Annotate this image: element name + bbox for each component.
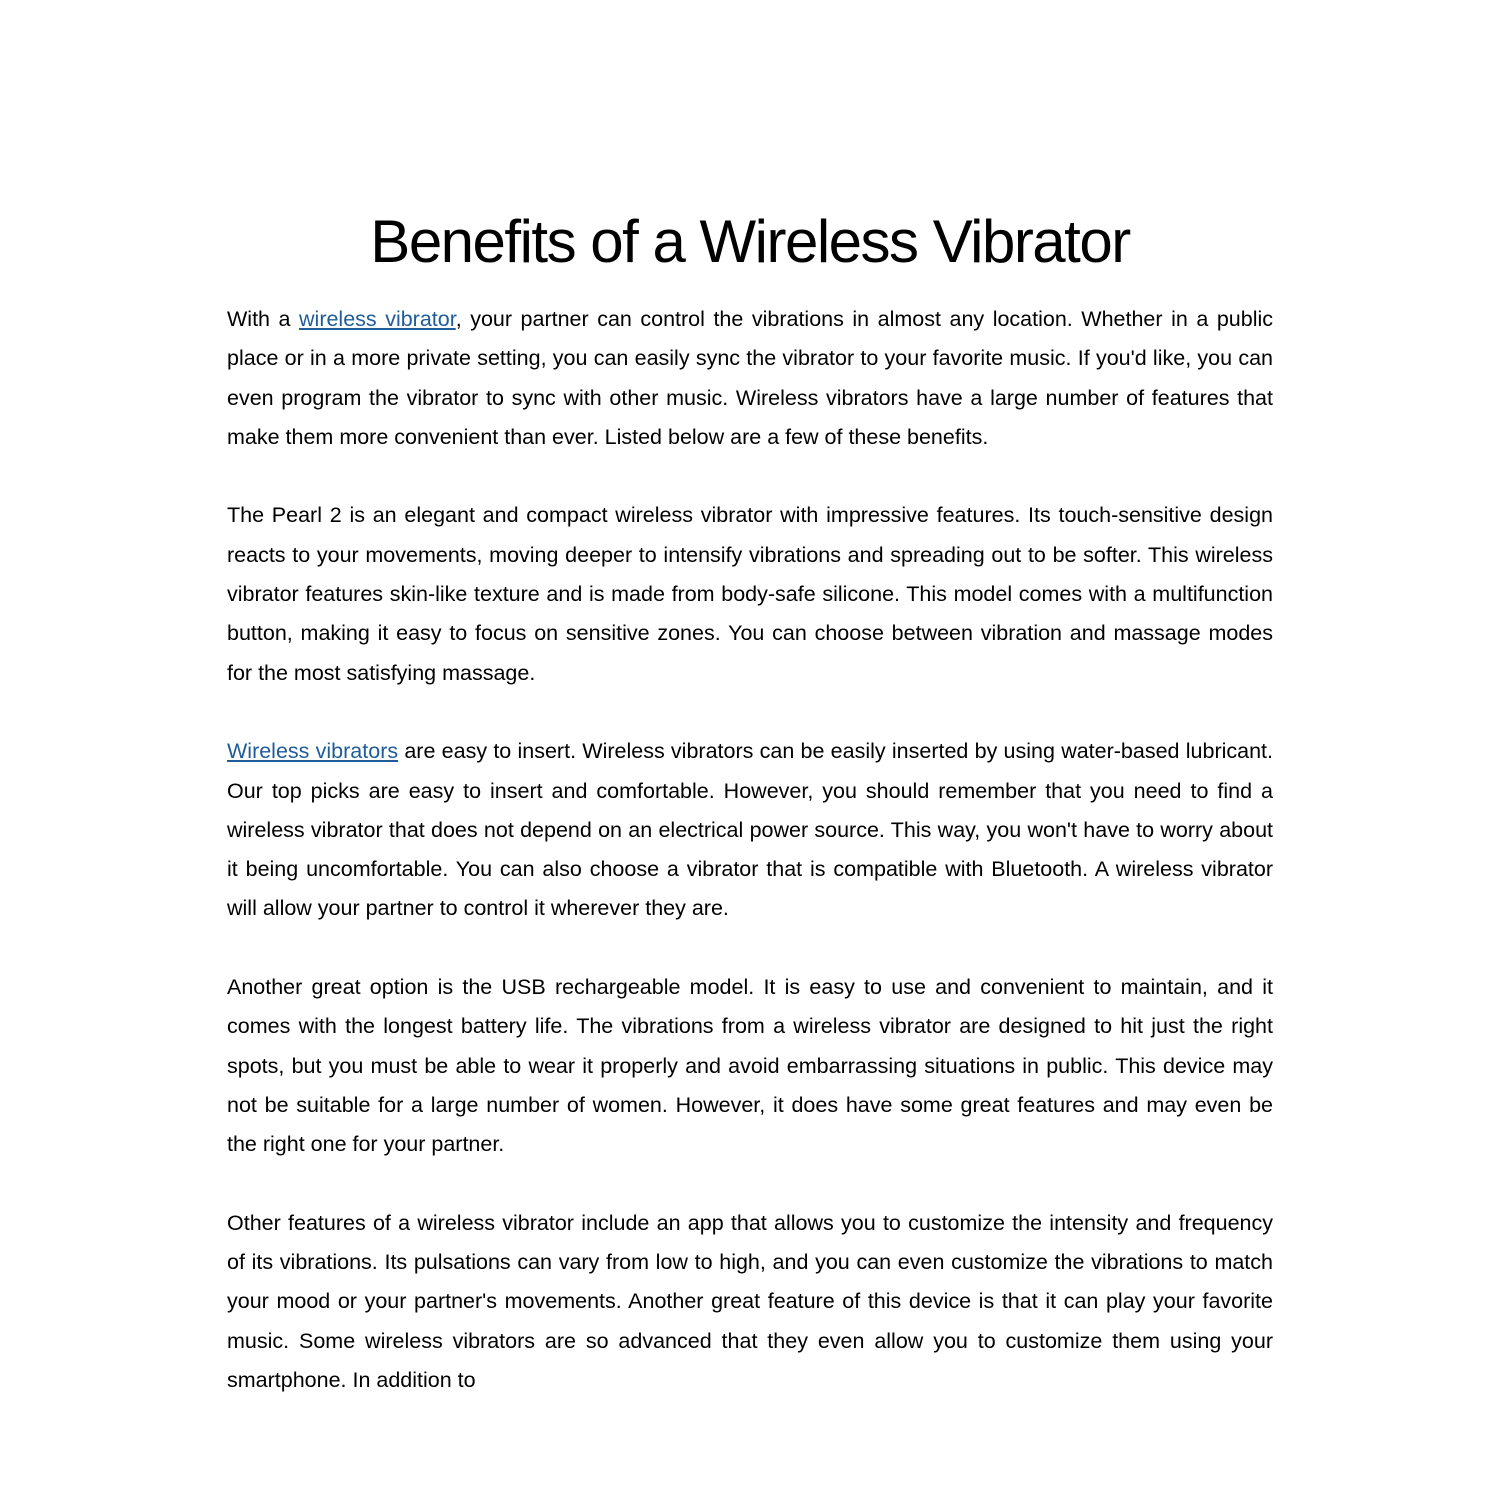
paragraph-5: Other features of a wireless vibrator include an app that allows you to customize the intensity and frequency of its vibrations. Its pulsations can vary from low to high, and you can even customize the vibrations to match your mood or your partner's movements. Another great feature of this device is that it can play your favorite music. Some wireless vibrators are so advanced that they even allow you to customize them using your smartphone. In addition to: [227, 1210, 1273, 1393]
paragraph-3-text: are easy to insert. Wireless vibrators can be easily inserted by using water-based lubricant. Our top picks are easy to insert and comfortable. However, you should remember that you need to find a wireless vibrator that does not depend on an electrical power source. This way, you won't have to worry about it being uncomfortable. You can also choose a vibrator that is compatible with Bluetooth. A wireless vibrator will allow your partner to control it wherever they are.: [227, 739, 1273, 921]
document-body: [227, 300, 1273, 1440]
paragraph-3: [227, 732, 1273, 928]
paragraph-1-intro: With a: [227, 307, 300, 331]
paragraph-2: The Pearl 2 is an elegant and compact wireless vibrator with impressive features. Its touch-sensitive design reacts to your movements, moving deeper to intensify vibrations and spreading out to be softer. This wireless vibrator features skin-like texture and is made from body-safe silicone. This model comes with a multifunction button, making it easy to focus on sensitive zones. You can choose between vibration and massage modes for the most satisfying massage.: [227, 503, 1273, 685]
paragraph-4: Another great option is the USB rechargeable model. It is easy to use and convenient to maintain, and it comes with the longest battery life. The vibrations from a wireless vibrator are designed to hit just the right spots, but you must be able to wear it properly and avoid embarrassing situations in public. This device may not be suitable for a large number of women. However, it does have some great features and may even be the right one for your partner.: [227, 975, 1273, 1157]
wireless-vibrator-link[interactable]: wireless vibrator: [299, 307, 456, 331]
paragraph-1: [227, 300, 1273, 457]
wireless-vibrators-link[interactable]: Wireless vibrators: [227, 739, 399, 764]
page-title: Benefits of a Wireless Vibrator: [370, 208, 1130, 275]
paragraph-1-text: , your partner can control the vibrations in almost any location. Whether in a public place or in a more private setting, you can easily sync the vibrator to your favorite music. If you'd like, you can even program the vibrator to sync with other music. Wireless vibrators have a large number of features that make them more convenient than ever. Listed below are a few of these benefits.: [227, 307, 1273, 449]
